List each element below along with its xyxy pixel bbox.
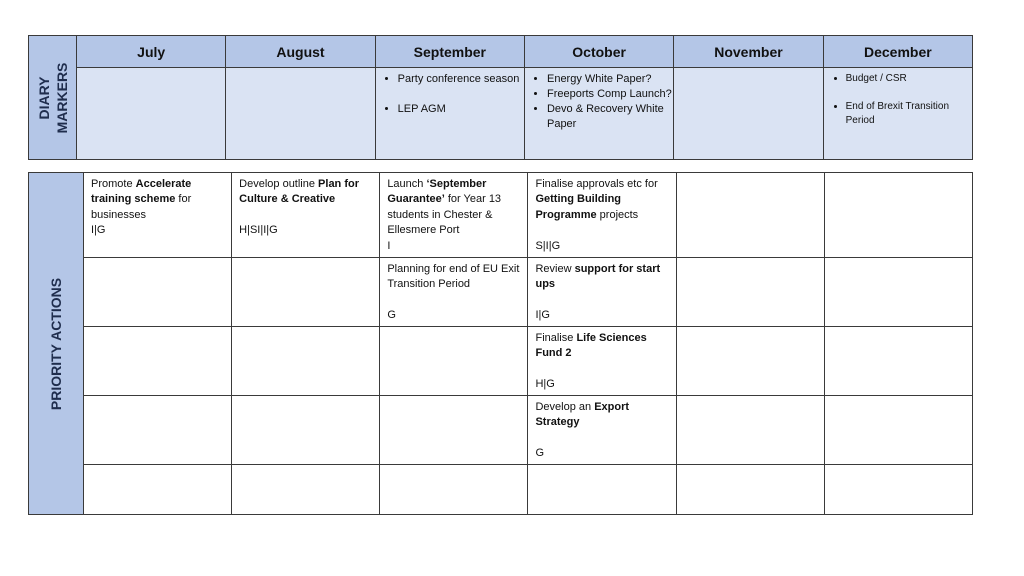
month-header-september: September (375, 36, 524, 68)
action-cell-empty (84, 258, 232, 327)
action-cell-empty (528, 465, 676, 515)
action-cell-october-2 (528, 258, 676, 327)
diary-cell-july (77, 68, 226, 160)
action-code: G (535, 447, 545, 460)
action-cell-empty (84, 465, 232, 515)
action-cell-september-1 (380, 173, 528, 258)
action-text: Finalise Life Sciences Fund 2 (535, 332, 647, 360)
month-header-november: November (674, 36, 823, 68)
action-cell-october-4 (528, 396, 676, 465)
diary-cell-october (524, 68, 673, 160)
action-cell-empty (380, 327, 528, 396)
diary-cell-december (823, 68, 972, 160)
priority-row-2 (29, 258, 973, 327)
diary-item: • Devo & Recovery White Paper (547, 102, 673, 132)
diary-list-september (376, 72, 524, 117)
month-header-august: August (226, 36, 375, 68)
action-text: Review support for start ups (535, 263, 661, 291)
priority-row-4 (29, 396, 973, 465)
action-cell-empty (232, 258, 380, 327)
action-cell-empty (380, 396, 528, 465)
diary-item: • Freeports Comp Launch? (547, 87, 673, 102)
month-header-row (29, 36, 973, 68)
priority-row-1 (29, 173, 973, 258)
action-cell-empty (232, 327, 380, 396)
priority-actions-table (28, 172, 973, 515)
action-code: I (387, 239, 391, 252)
month-header-july: July (77, 36, 226, 68)
action-cell-october-1 (528, 173, 676, 258)
diary-label-line-1: DIARY (35, 75, 52, 120)
action-cell-august (232, 173, 380, 258)
priority-actions-label: PRIORITY ACTIONS (48, 277, 64, 410)
month-header-december: December (823, 36, 972, 68)
diary-item: • End of Brexit Transition Period (846, 100, 972, 128)
action-text: Develop outline Plan for Culture & Creative (239, 178, 359, 206)
action-cell-november-1 (676, 173, 824, 258)
action-cell-empty (84, 396, 232, 465)
action-cell-empty (232, 396, 380, 465)
action-cell-empty (824, 258, 972, 327)
action-cell-empty (824, 465, 972, 515)
action-code: H|SI|I|G (239, 224, 278, 237)
action-cell-empty (824, 396, 972, 465)
month-header-october: October (524, 36, 673, 68)
diary-markers-side-label (29, 36, 77, 160)
diary-item: • Party conference season (398, 72, 524, 87)
action-text: Planning for end of EU Exit Transition Period (387, 263, 520, 291)
action-cell-empty (676, 396, 824, 465)
diary-item: • Budget / CSR (846, 72, 972, 86)
action-cell-empty (676, 327, 824, 396)
action-cell-empty (824, 327, 972, 396)
diary-item: • LEP AGM (398, 102, 524, 117)
action-code: H|G (535, 378, 555, 391)
action-text: Finalise approvals etc for Getting Building Programme projects (535, 178, 658, 221)
action-code: S|I|G (535, 239, 561, 252)
action-cell-empty (84, 327, 232, 396)
action-cell-october-3 (528, 327, 676, 396)
action-cell-september-2 (380, 258, 528, 327)
diary-markers-row (29, 68, 973, 160)
action-cell-empty (232, 465, 380, 515)
action-cell-empty (380, 465, 528, 515)
action-code: G (387, 309, 396, 322)
action-cell-empty (676, 258, 824, 327)
action-text: Promote Accelerate training scheme for businesses (91, 178, 192, 221)
action-cell-empty (676, 465, 824, 515)
action-text: Launch ‘September Guarantee’ for Year 13 students in Chester & Ellesmere Port (387, 178, 502, 237)
priority-row-5 (29, 465, 973, 515)
diary-label-line-2: MARKERS (53, 62, 70, 133)
priority-actions-side-label (29, 173, 84, 515)
diary-list-december (824, 72, 972, 128)
action-code: I|G (535, 309, 550, 322)
diary-markers-table (28, 35, 973, 160)
action-cell-july (84, 173, 232, 258)
diary-cell-november (674, 68, 823, 160)
diary-cell-august (226, 68, 375, 160)
diary-list-october (525, 72, 673, 132)
diary-cell-september (375, 68, 524, 160)
action-cell-december-1 (824, 173, 972, 258)
action-text: Develop an Export Strategy (535, 401, 630, 429)
priority-row-3 (29, 327, 973, 396)
action-code: I|G (91, 224, 106, 237)
diary-item: • Energy White Paper? (547, 72, 673, 87)
